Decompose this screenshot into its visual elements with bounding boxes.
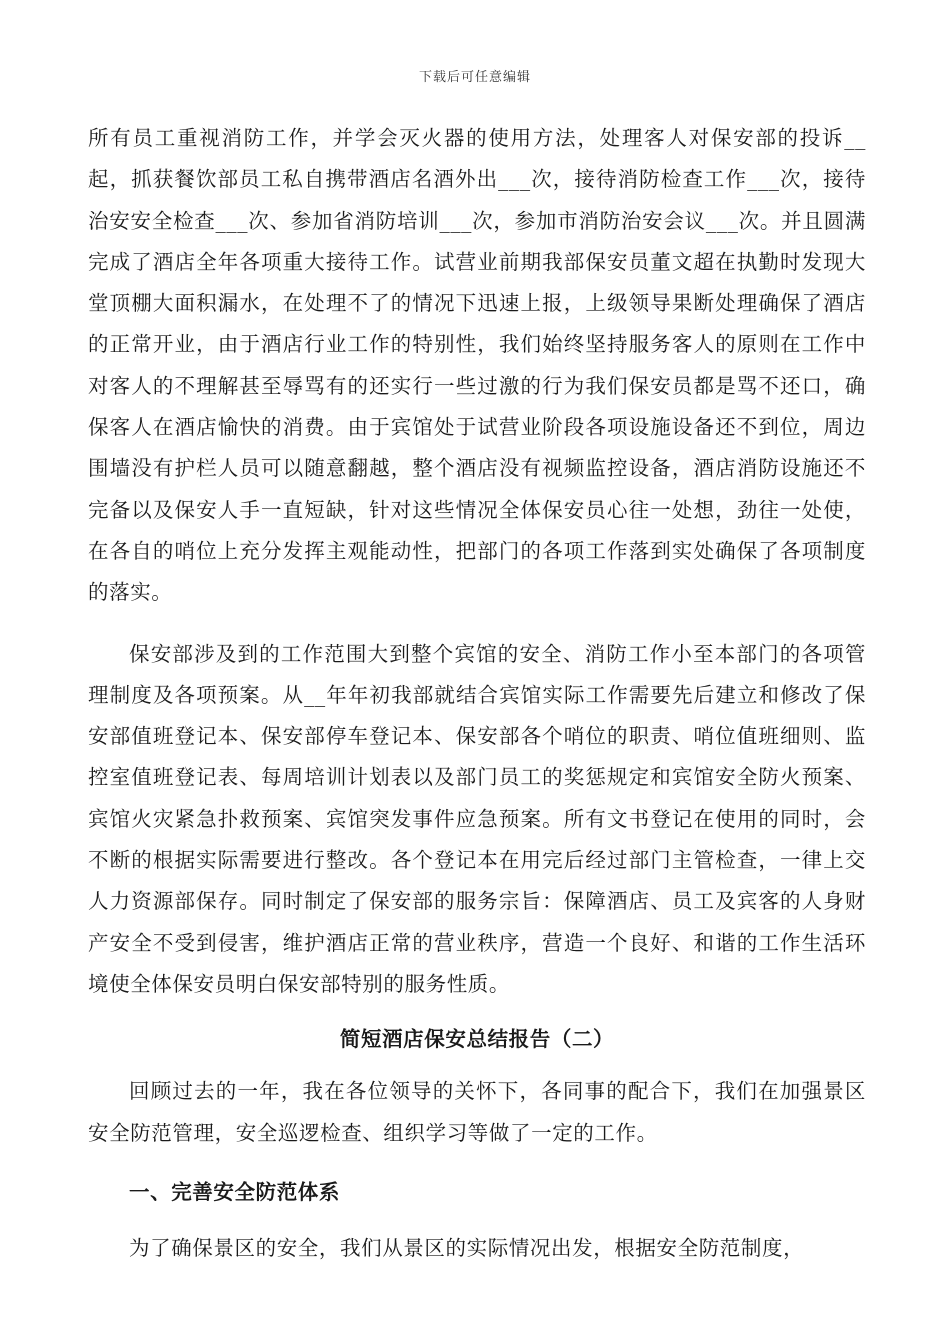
page-header-note: 下载后可任意编辑 [418, 70, 531, 85]
paragraph-4: 为了确保景区的安全，我们从景区的实际情况出发，根据安全防范制度， [129, 1235, 805, 1260]
paragraph-1: 所有员工重视消防工作，并学会灭火器的使用方法，处理客人对保安部的投诉__起，抓获餐饮部员工私自携带酒店名酒外出___次，接待消防检查工作___次，接待治安安全检查___次、参加省消防培训___次，参加市消防治安会议___次。并且圆满完成了酒店全年各项重大接待工作。试营业前期我部保安员董文超在执勤时发现大堂顶棚大面积漏水，在处理不了的情况下迅速上报，上级领导果断处理确保了酒店的正常开业，由于酒店行业工作的特别性，我们始终坚持服务客人的原则在工作中对客人的不理解甚至辱骂有的还实行一些过激的行为我们保安员都是骂不还口，确保客人在酒店愉快的消费。由于宾馆处于试营业阶段各项设施设备还不到位，周边围墙没有护栏人员可以随意翻越，整个酒店没有视频监控设备，酒店消防设施还不完备以及保安人手一直短缺，针对这些情况全体保安员心往一处想，劲往一处使，在各自的哨位上充分发挥主观能动性，把部门的各项工作落到实处确保了各项制度的落实。 [88, 126, 866, 605]
sub-heading-1: 一、完善安全防范体系 [129, 1179, 340, 1204]
document-body [88, 118, 866, 1269]
section-title: 简短酒店保安总结报告（二） [339, 1027, 615, 1052]
paragraph-2: 保安部涉及到的工作范围大到整个宾馆的安全、消防工作小至本部门的各项管理制度及各项预案。从__年年初我部就结合宾馆实际工作需要先后建立和修改了保安部值班登记本、保安部停车登记本、保安部各个哨位的职责、哨位值班细则、监控室值班登记表、每周培训计划表以及部门员工的奖惩规定和宾馆安全防火预案、宾馆火灾紧急扑救预案、宾馆突发事件应急预案。所有文书登记在使用的同时，会不断的根据实际需要进行整改。各个登记本在用完后经过部门主管检查，一律上交人力资源部保存。同时制定了保安部的服务宗旨：保障酒店、员工及宾客的人身财产安全不受到侵害，维护酒店正常的营业秩序，营造一个良好、和谐的工作生活环境使全体保安员明白保安部特别的服务性质。 [88, 641, 866, 996]
paragraph-3: 回顾过去的一年，我在各位领导的关怀下，各同事的配合下，我们在加强景区安全防范管理，安全巡逻检查、组织学习等做了一定的工作。 [88, 1079, 866, 1145]
paragraph-gap [88, 614, 866, 634]
